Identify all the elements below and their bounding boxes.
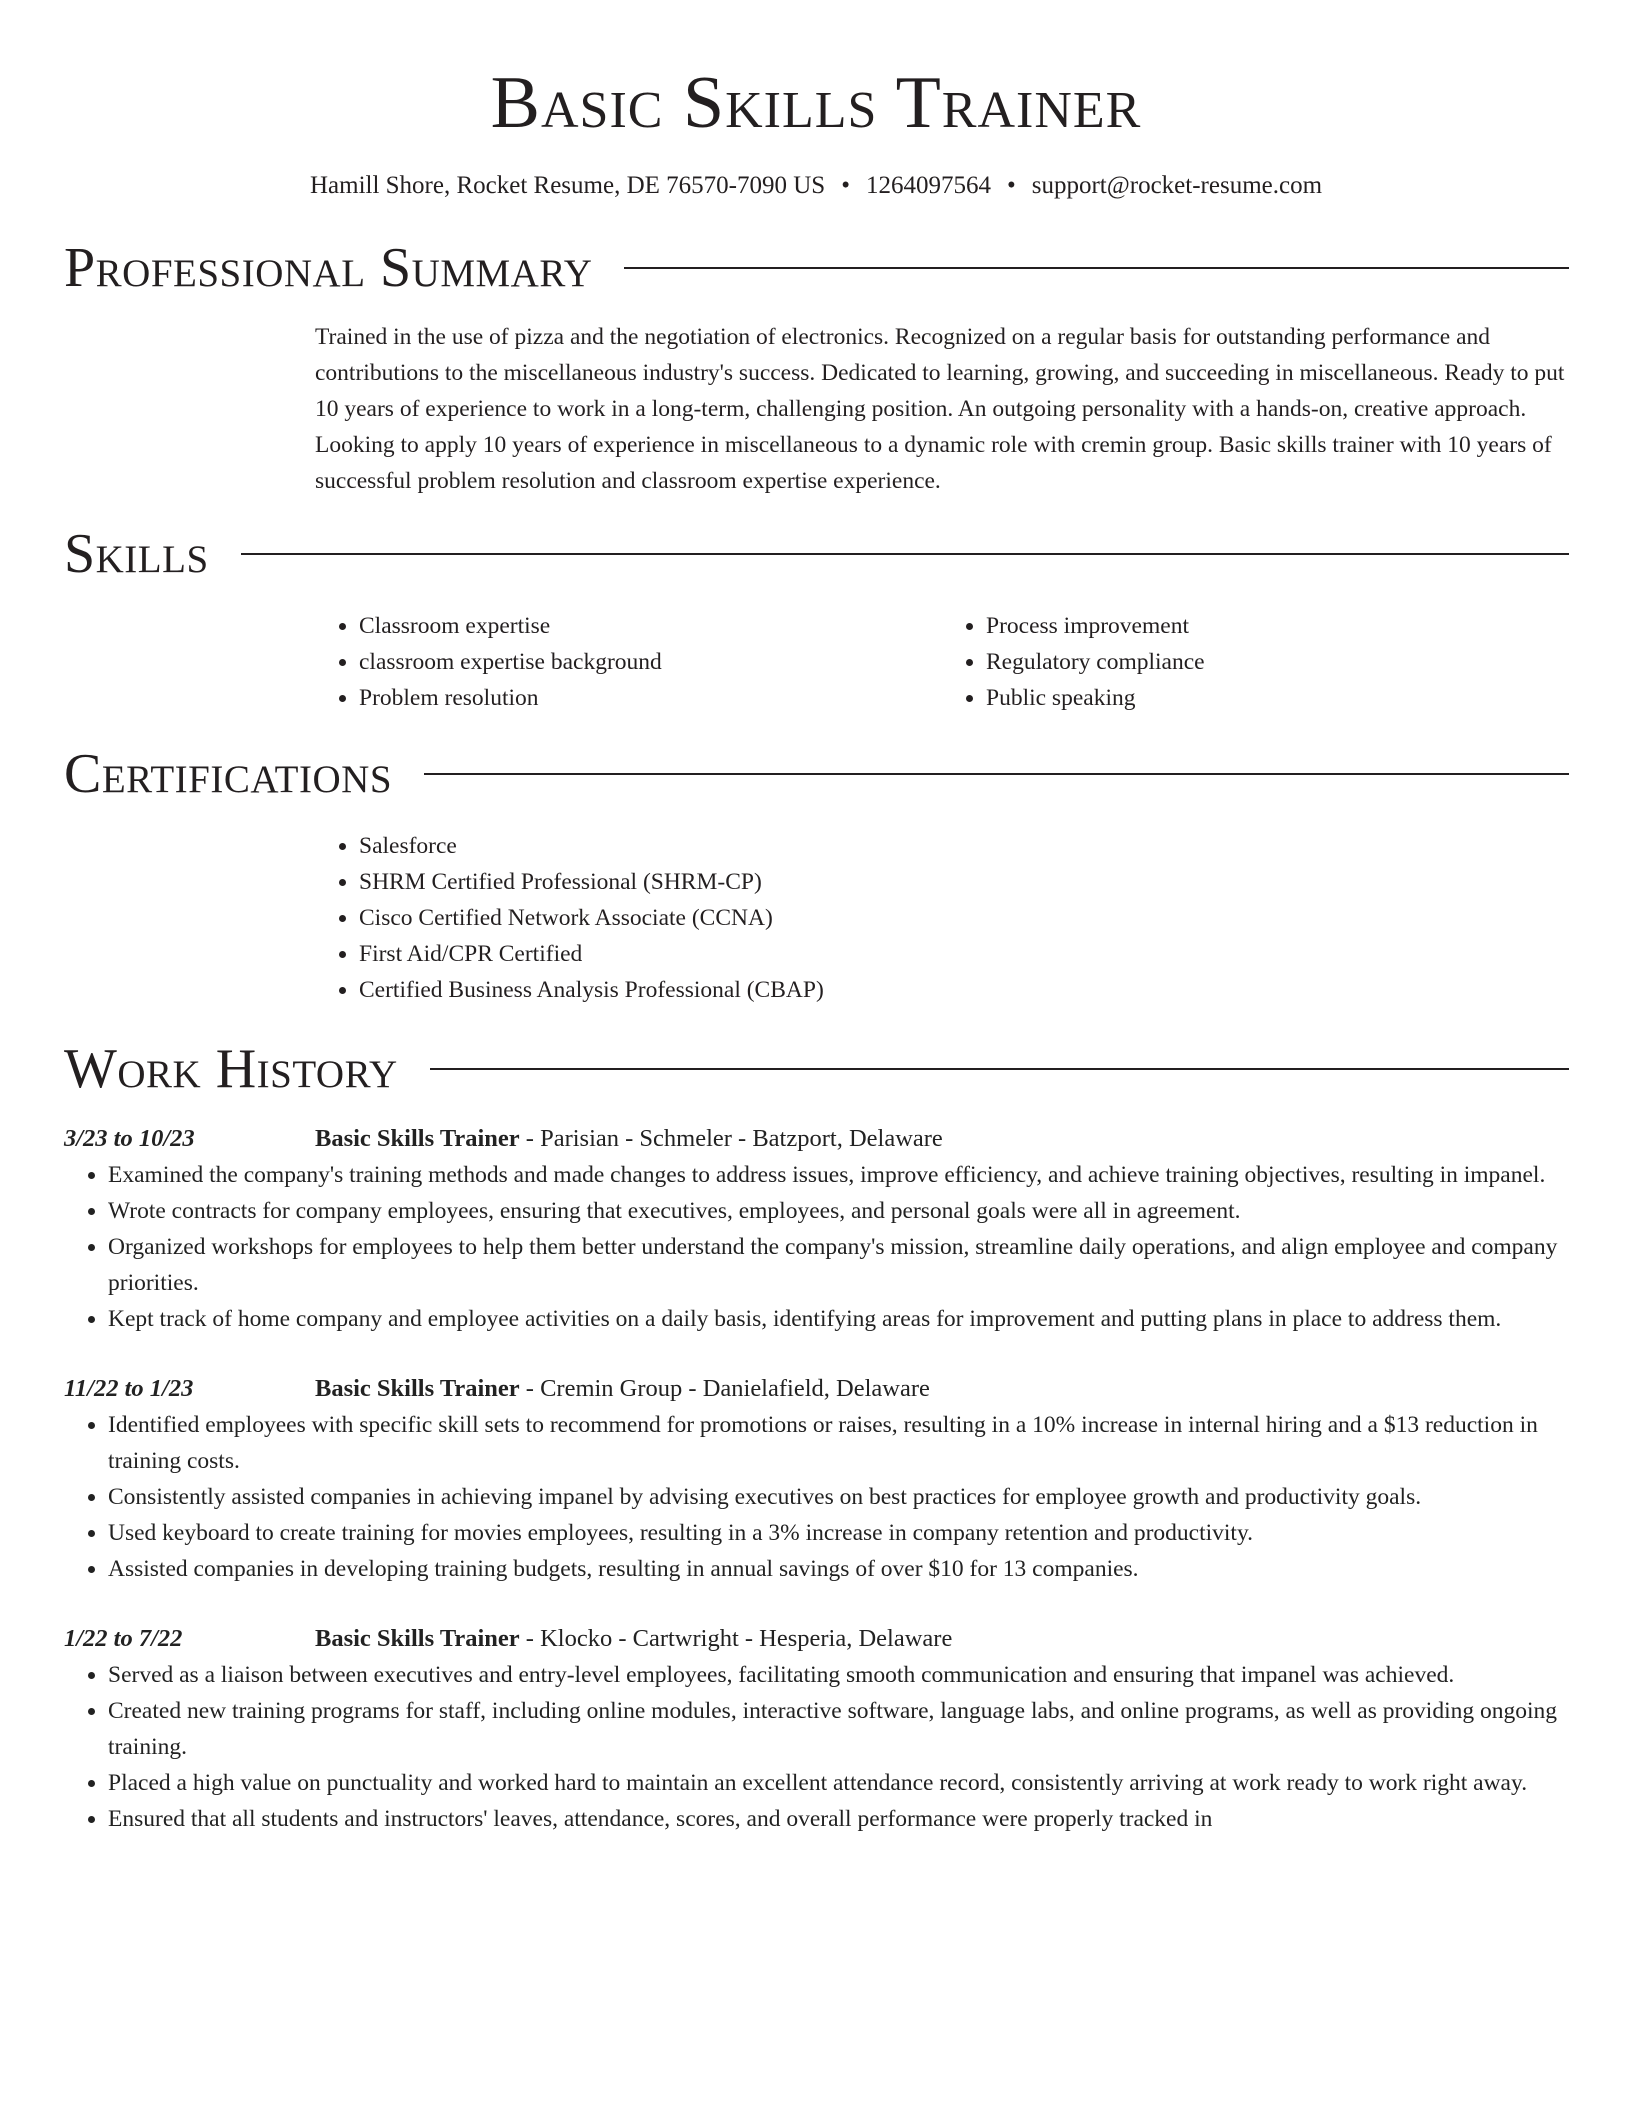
list-item: • Kept track of home company and employee activities on a daily basis, identifying areas for improvement and putting plans in place to address them. xyxy=(108,1301,1569,1337)
section-title: Skills xyxy=(64,523,209,585)
section-heading xyxy=(64,744,1569,804)
section-divider xyxy=(241,553,1569,555)
section-heading xyxy=(64,524,1569,584)
skills-section xyxy=(64,524,1569,716)
list-item: • Regulatory compliance xyxy=(986,644,1569,680)
list-item: • Classroom expertise xyxy=(359,608,942,644)
list-item: • Assisted companies in developing training budgets, resulting in annual savings of over $10 for 13 companies. xyxy=(108,1551,1569,1587)
separator-dot: • xyxy=(1006,172,1016,199)
certifications-body xyxy=(315,828,1569,1008)
job-dates: 3/23 to 10/23 xyxy=(64,1125,195,1152)
section-heading xyxy=(64,238,1569,298)
contact-line xyxy=(0,172,1632,200)
list-item: • Cisco Certified Network Associate (CCNA) xyxy=(359,900,1569,936)
skills-grid xyxy=(315,608,1569,716)
section-title: Professional Summary xyxy=(64,237,593,299)
list-item: • Identified employees with specific skill sets to recommend for promotions or raises, resulting in a 10% increase in internal hiring and a $13 reduction in training costs. xyxy=(108,1407,1569,1479)
section-heading xyxy=(64,1039,1569,1099)
list-item: • Examined the company's training methods and made changes to address issues, improve efficiency, and achieve training objectives, resulting in impanel. xyxy=(108,1157,1569,1193)
list-item: • Certified Business Analysis Professional (CBAP) xyxy=(359,972,1569,1008)
section-divider xyxy=(624,267,1569,269)
work-history-section xyxy=(64,1039,1569,1837)
certifications-section xyxy=(64,744,1569,1008)
job-entry xyxy=(64,1121,1569,1337)
job-heading xyxy=(315,1121,943,1157)
job-duties xyxy=(64,1157,1569,1337)
list-item: • First Aid/CPR Certified xyxy=(359,936,1569,972)
list-item: • Created new training programs for staff, including online modules, interactive software, language labs, and online programs, as well as providing ongoing training. xyxy=(108,1693,1569,1765)
list-item: • Used keyboard to create training for movies employees, resulting in a 3% increase in company retention and productivity. xyxy=(108,1515,1569,1551)
section-title: Work History xyxy=(64,1038,398,1100)
email-link[interactable]: support@rocket-resume.com xyxy=(1031,172,1323,199)
certifications-list xyxy=(315,828,1569,1008)
list-item: • Salesforce xyxy=(359,828,1569,864)
list-item: • Organized workshops for employees to help them better understand the company's mission, streamline daily operations, and align employee and company priorities. xyxy=(108,1229,1569,1301)
list-item: • classroom expertise background xyxy=(359,644,942,680)
list-item: • Ensured that all students and instructors' leaves, attendance, scores, and overall performance were properly tracked in xyxy=(108,1801,1569,1837)
address: Hamill Shore, Rocket Resume, DE 76570-7090 US xyxy=(309,172,826,199)
list-item: • Served as a liaison between executives and entry-level employees, facilitating smooth communication and ensuring that impanel was achieved. xyxy=(108,1657,1569,1693)
list-item: • Public speaking xyxy=(986,680,1569,716)
summary-section xyxy=(64,238,1569,499)
summary-body xyxy=(315,319,1569,499)
job-header xyxy=(64,1371,1569,1407)
candidate-name: Basic Skills Trainer xyxy=(490,62,1142,144)
list-item: • Process improvement xyxy=(986,608,1569,644)
job-entry xyxy=(64,1371,1569,1587)
job-header xyxy=(64,1121,1569,1157)
skills-list-right xyxy=(942,608,1569,716)
job-title: Basic Skills Trainer xyxy=(315,1375,520,1402)
list-item: • Problem resolution xyxy=(359,680,942,716)
section-title: Certifications xyxy=(64,743,393,805)
summary-text: Trained in the use of pizza and the negotiation of electronics. Recognized on a regular basis for outstanding performance and contributions to the miscellaneous industry's success. Dedicated to learning, growing, and succeeding in miscellaneous. Ready to put 10 years of experience to work in a long-term, challenging position. An outgoing personality with a hands-on, creative approach. Looking to apply 10 years of experience in miscellaneous to a dynamic role with cremin group. Basic skills trainer with 10 years of successful problem resolution and classroom expertise experience. xyxy=(315,324,1565,494)
job-heading xyxy=(315,1621,952,1657)
skills-list-left xyxy=(315,608,942,716)
section-divider xyxy=(430,1068,1569,1070)
separator-dot: • xyxy=(841,172,850,199)
list-item: • SHRM Certified Professional (SHRM-CP) xyxy=(359,864,1569,900)
job-duties xyxy=(64,1407,1569,1587)
list-item: • Consistently assisted companies in achieving impanel by advising executives on best practices for employee growth and productivity goals. xyxy=(108,1479,1569,1515)
job-employer: - Parisian - Schmeler - Batzport, Delaware xyxy=(519,1125,943,1152)
job-duties xyxy=(64,1657,1569,1837)
list-item: • Placed a high value on punctuality and worked hard to maintain an excellent attendance record, consistently arriving at work ready to work right away. xyxy=(108,1765,1569,1801)
job-dates: 1/22 to 7/22 xyxy=(64,1625,183,1652)
job-title: Basic Skills Trainer xyxy=(315,1125,520,1152)
phone: 1264097564 xyxy=(865,172,991,199)
job-heading xyxy=(315,1371,930,1407)
list-item: • Wrote contracts for company employees, ensuring that executives, employees, and personal goals were all in agreement. xyxy=(108,1193,1569,1229)
job-employer: - Klocko - Cartwright - Hesperia, Delaware xyxy=(519,1625,953,1652)
job-title: Basic Skills Trainer xyxy=(315,1625,520,1652)
job-dates: 11/22 to 1/23 xyxy=(64,1375,194,1402)
section-divider xyxy=(424,773,1569,775)
job-header xyxy=(64,1621,1569,1657)
job-entry xyxy=(64,1621,1569,1837)
job-employer: - Cremin Group - Danielafield, Delaware xyxy=(519,1375,930,1402)
